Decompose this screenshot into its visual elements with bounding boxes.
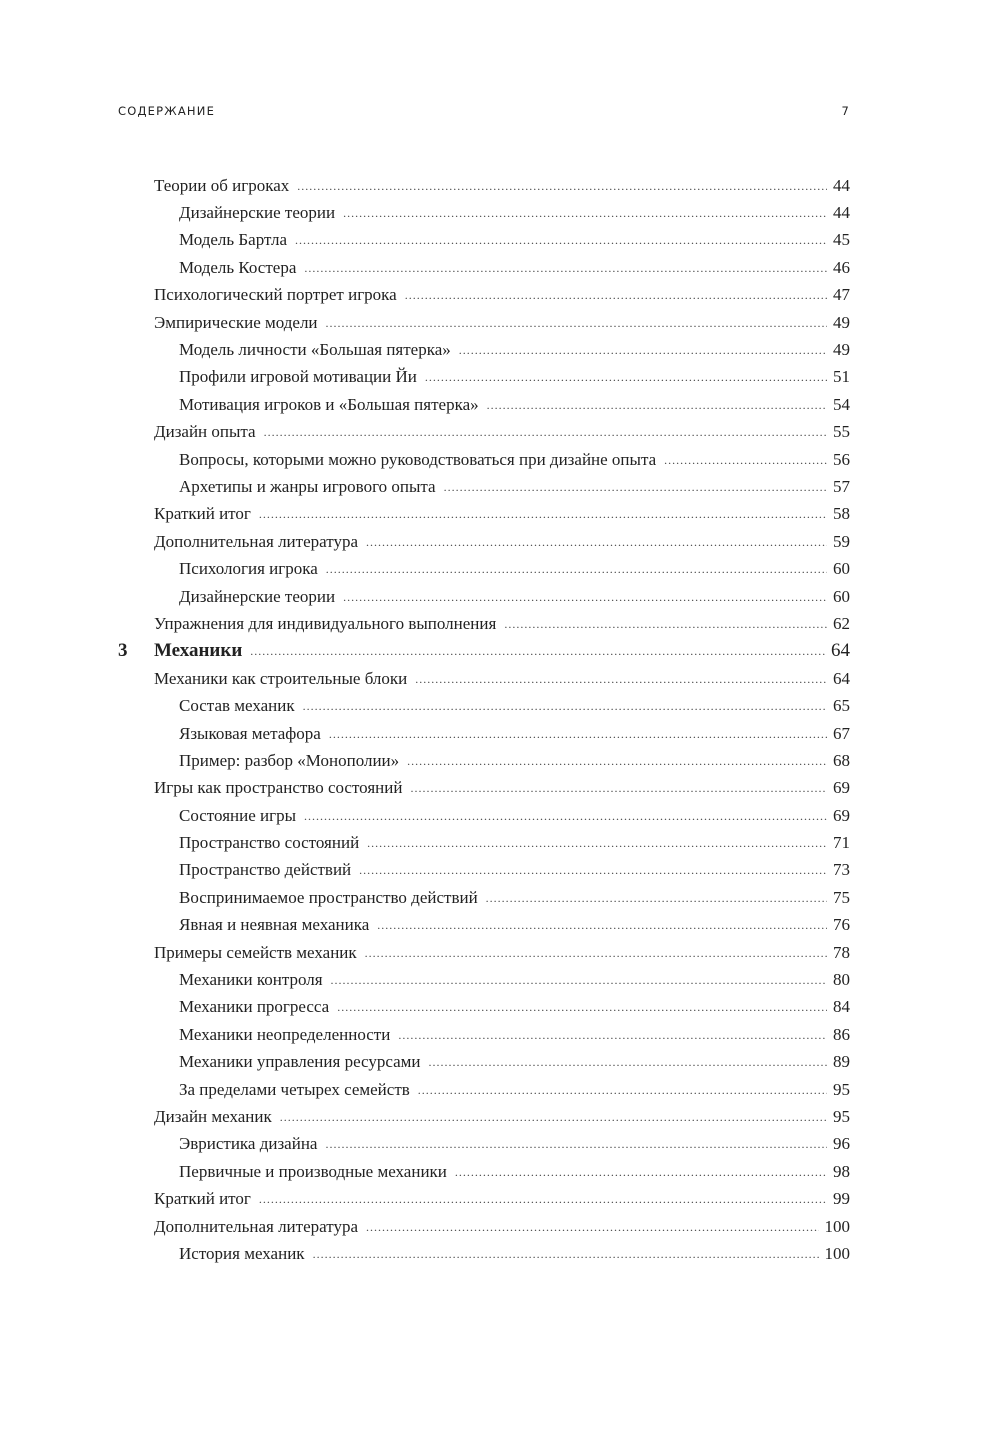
toc-entry[interactable]: [118, 583, 850, 610]
entry-page-number: 78: [833, 942, 850, 962]
entry-title: Пространство действий: [179, 860, 352, 880]
section-title: СОДЕРЖАНИЕ: [118, 104, 216, 118]
leader-dots: [331, 970, 827, 990]
entry-title: Пример: разбор «Монополии»: [179, 750, 400, 770]
leader-dots: [418, 1080, 827, 1100]
entry-page-number: 99: [833, 1189, 850, 1209]
entry-title: Механики неопределенности: [179, 1024, 391, 1044]
toc-entry[interactable]: [118, 802, 850, 829]
leader-dots: [264, 422, 827, 442]
toc-entry[interactable]: [118, 1103, 850, 1130]
entry-page-number: 54: [833, 394, 850, 414]
entry-title: Психология игрока: [179, 559, 318, 579]
chapter-number: 3: [118, 640, 128, 662]
toc-entry[interactable]: [118, 939, 850, 966]
toc-entry[interactable]: [118, 747, 850, 774]
toc-entry[interactable]: [118, 775, 850, 802]
entry-title: Дополнительная литература: [154, 1216, 358, 1236]
entry-title: Психологический портрет игрока: [154, 285, 397, 305]
entry-title: Примеры семейств механик: [154, 942, 357, 962]
leader-dots: [326, 313, 827, 333]
entry-title: Модель Костера: [179, 257, 297, 277]
toc-entry[interactable]: [118, 364, 850, 391]
entry-title: Краткий итог: [154, 1189, 251, 1209]
entry-page-number: 57: [833, 476, 850, 496]
toc-entry[interactable]: [118, 1076, 850, 1103]
entry-page-number: 44: [833, 175, 850, 195]
entry-title: Эвристика дизайна: [179, 1134, 318, 1154]
entry-title: Пространство состояний: [179, 833, 360, 853]
entry-title: Теории об игроках: [154, 175, 290, 195]
toc-entry[interactable]: [118, 829, 850, 856]
entry-title: Эмпирические модели: [154, 312, 318, 332]
entry-page-number: 69: [833, 778, 850, 798]
toc-entry[interactable]: [118, 994, 850, 1021]
entry-title: Игры как пространство состояний: [154, 778, 403, 798]
entry-page-number: 67: [833, 723, 850, 743]
running-header: [118, 104, 850, 118]
entry-page-number: 65: [833, 696, 850, 716]
leader-dots: [377, 915, 827, 935]
entry-title: Явная и неявная механика: [179, 915, 370, 935]
toc-chapter[interactable]: [118, 638, 850, 665]
toc-entry[interactable]: [118, 1131, 850, 1158]
entry-page-number: 46: [833, 257, 850, 277]
entry-title: Дизайн механик: [154, 1106, 272, 1126]
leader-dots: [329, 724, 827, 744]
entry-page-number: 89: [833, 1052, 850, 1072]
leader-dots: [325, 1134, 827, 1154]
leader-dots: [250, 641, 825, 661]
entry-title: Механики прогресса: [179, 997, 330, 1017]
leader-dots: [486, 888, 827, 908]
entry-page-number: 84: [833, 997, 850, 1017]
entry-page-number: 64: [833, 668, 850, 688]
toc-entry[interactable]: [118, 282, 850, 309]
entry-page-number: 80: [833, 970, 850, 990]
page-number: 7: [841, 104, 850, 118]
entry-page-number: 71: [833, 833, 850, 853]
entry-page-number: 73: [833, 860, 850, 880]
toc-entry[interactable]: [118, 419, 850, 446]
entry-title: Модель Бартла: [179, 230, 288, 250]
entry-title: Первичные и производные механики: [179, 1161, 447, 1181]
toc-entry[interactable]: [118, 528, 850, 555]
leader-dots: [504, 614, 827, 634]
entry-page-number: 68: [833, 750, 850, 770]
toc-entry[interactable]: [118, 1185, 850, 1212]
leader-dots: [337, 997, 827, 1017]
toc-entry[interactable]: [118, 501, 850, 528]
leader-dots: [367, 833, 827, 853]
entry-title: Воспринимаемое пространство действий: [179, 887, 478, 907]
toc-entry[interactable]: [118, 473, 850, 500]
leader-dots: [304, 806, 827, 826]
entry-page-number: 95: [833, 1079, 850, 1099]
entry-page-number: 58: [833, 504, 850, 524]
leader-dots: [444, 477, 827, 497]
toc-entry[interactable]: [118, 610, 850, 637]
leader-dots: [259, 1189, 827, 1209]
leader-dots: [407, 751, 827, 771]
entry-page-number: 56: [833, 449, 850, 469]
toc-entry[interactable]: [118, 1021, 850, 1048]
entry-page-number: 49: [833, 312, 850, 332]
leader-dots: [304, 258, 827, 278]
toc-entry[interactable]: [118, 720, 850, 747]
toc-entry[interactable]: [118, 1158, 850, 1185]
entry-title: Краткий итог: [154, 504, 251, 524]
entry-title: История механик: [179, 1243, 305, 1263]
entry-page-number: 49: [833, 340, 850, 360]
toc-entry[interactable]: [118, 966, 850, 993]
toc-entry[interactable]: [118, 1240, 850, 1267]
entry-page-number: 86: [833, 1024, 850, 1044]
leader-dots: [415, 669, 827, 689]
leader-dots: [410, 778, 827, 798]
toc-entry[interactable]: [118, 912, 850, 939]
entry-page-number: 60: [833, 559, 850, 579]
entry-page-number: 60: [833, 586, 850, 606]
entry-page-number: 51: [833, 367, 850, 387]
entry-page-number: 64: [831, 640, 850, 662]
entry-page-number: 95: [833, 1106, 850, 1126]
leader-dots: [455, 1162, 827, 1182]
entry-title: Дизайнерские теории: [179, 586, 336, 606]
leader-dots: [295, 230, 827, 250]
entry-page-number: 69: [833, 805, 850, 825]
toc-entry[interactable]: [118, 665, 850, 692]
entry-page-number: 76: [833, 915, 850, 935]
toc-entry[interactable]: [118, 692, 850, 719]
toc-entry[interactable]: [118, 1049, 850, 1076]
entry-title: Дизайнерские теории: [179, 203, 336, 223]
leader-dots: [487, 395, 827, 415]
toc-entry[interactable]: [118, 172, 850, 199]
entry-title: Дополнительная литература: [154, 531, 358, 551]
entry-title: Языковая метафора: [179, 723, 321, 743]
entry-title: Механики: [154, 640, 243, 662]
toc-entry[interactable]: [118, 227, 850, 254]
leader-dots: [664, 450, 827, 470]
entry-page-number: 59: [833, 531, 850, 551]
leader-dots: [259, 504, 827, 524]
toc-entry[interactable]: [118, 391, 850, 418]
toc-entry[interactable]: [118, 309, 850, 336]
leader-dots: [343, 203, 827, 223]
toc-entry[interactable]: [118, 336, 850, 363]
leader-dots: [429, 1052, 827, 1072]
entry-page-number: 55: [833, 422, 850, 442]
toc-entry[interactable]: [118, 254, 850, 281]
leader-dots: [303, 696, 827, 716]
leader-dots: [398, 1025, 827, 1045]
entry-title: Дизайн опыта: [154, 422, 256, 442]
leader-dots: [366, 532, 827, 552]
entry-title: Упражнения для индивидуального выполнения: [154, 613, 497, 633]
entry-title: Состояние игры: [179, 805, 296, 825]
entry-page-number: 75: [833, 887, 850, 907]
entry-title: Профили игровой мотивации Йи: [179, 367, 417, 387]
entry-title: Механики управления ресурсами: [179, 1052, 421, 1072]
leader-dots: [280, 1107, 827, 1127]
entry-title: Механики контроля: [179, 970, 323, 990]
leader-dots: [313, 1244, 819, 1264]
entry-page-number: 47: [833, 285, 850, 305]
leader-dots: [359, 860, 827, 880]
leader-dots: [405, 285, 827, 305]
entry-page-number: 62: [833, 613, 850, 633]
entry-title: За пределами четырех семейств: [179, 1079, 410, 1099]
leader-dots: [425, 367, 827, 387]
toc-entry[interactable]: [118, 199, 850, 226]
leader-dots: [366, 1217, 819, 1237]
entry-title: Модель личности «Большая пятерка»: [179, 340, 451, 360]
toc-entry[interactable]: [118, 555, 850, 582]
leader-dots: [326, 559, 827, 579]
entry-title: Вопросы, которыми можно руководствоваться при дизайне опыта: [179, 449, 657, 469]
entry-title: Механики как строительные блоки: [154, 668, 408, 688]
entry-title: Мотивация игроков и «Большая пятерка»: [179, 394, 479, 414]
entry-page-number: 45: [833, 230, 850, 250]
toc-entry[interactable]: [118, 1213, 850, 1240]
leader-dots: [459, 340, 827, 360]
entry-title: Архетипы и жанры игрового опыта: [179, 476, 436, 496]
entry-page-number: 100: [824, 1243, 850, 1263]
toc-entry[interactable]: [118, 884, 850, 911]
entry-title: Состав механик: [179, 696, 295, 716]
entry-page-number: 98: [833, 1161, 850, 1181]
leader-dots: [365, 943, 827, 963]
leader-dots: [297, 176, 827, 196]
leader-dots: [343, 587, 827, 607]
entry-page-number: 100: [824, 1216, 850, 1236]
toc-entry[interactable]: [118, 446, 850, 473]
entry-page-number: 96: [833, 1134, 850, 1154]
entry-page-number: 44: [833, 203, 850, 223]
table-of-contents: [118, 172, 850, 1268]
toc-entry[interactable]: [118, 857, 850, 884]
